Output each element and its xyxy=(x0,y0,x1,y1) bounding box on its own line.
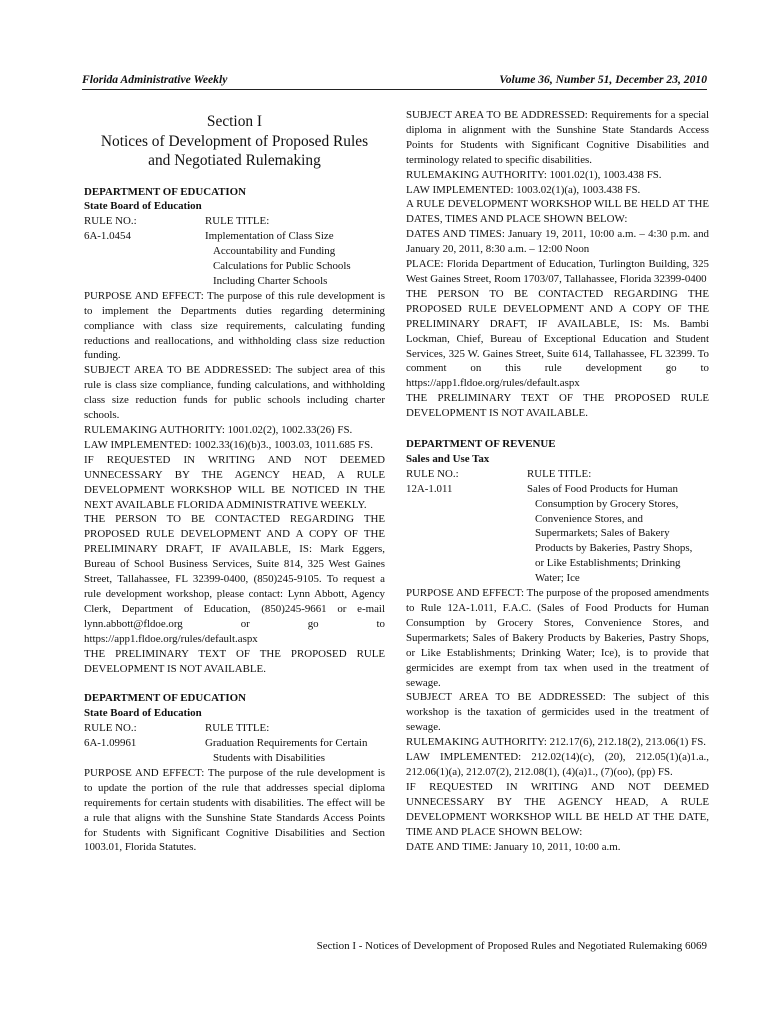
rule-no-label: RULE NO.: xyxy=(84,722,137,735)
law-implemented: LAW IMPLEMENTED: 1003.02(1)(a), 1003.438 FS. xyxy=(406,183,641,196)
law-implemented: LAW IMPLEMENTED: 212.02(14)(c), (20), 212.05(1)(a)1.a., 212.06(1)(a), 212.07(2), 212.08(1), (4)(a)1., (7)(oo), (pp) FS. xyxy=(406,751,709,778)
rule-no: 6A-1.0454 xyxy=(84,230,131,243)
rule-info xyxy=(84,214,385,289)
purpose-and-effect: PURPOSE AND EFFECT: The purpose of the proposed amendments to Rule 12A-1.011, F.A.C. (Sales of Food Products for Human Consumption by Grocery Stores, Convenience Stores, and Supermarkets; Sales of Bakery Products by Bakeries, Pastry Shops, or Like Establishments; Drinking Water; Ice), is to provide that germicides are exempt from tax when used in the treatment of sewage. xyxy=(406,587,709,689)
board-heading: State Board of Education xyxy=(84,200,202,213)
spacer xyxy=(84,676,385,691)
rule-title-label: RULE TITLE: xyxy=(205,722,270,735)
workshop-notice: IF REQUESTED IN WRITING AND NOT DEEMED UNNECESSARY BY THE AGENCY HEAD, A RULE DEVELOPMENT WORKSHOP WILL BE HELD AT THE DATE, TIME AND PLACE SHOWN BELOW: xyxy=(406,780,709,838)
running-header xyxy=(82,73,707,90)
board-heading: Sales and Use Tax xyxy=(406,452,490,465)
rule-info xyxy=(84,721,385,766)
issue-info: Volume 36, Number 51, December 23, 2010 xyxy=(499,73,707,86)
rulemaking-authority: RULEMAKING AUTHORITY: 1001.02(2), 1002.33(26) FS. xyxy=(84,424,353,436)
purpose-and-effect: PURPOSE AND EFFECT: The purpose of the rule development is to update the portion of the rule that addresses special diploma requirements for certain students with disabilities. The effect will be a rule that aligns with the Sunshine State Standards Access Points for Students with Significant Cognitive Disabilities and Section 1003.01, Florida Statutes. xyxy=(84,766,385,854)
rule-title-label: RULE TITLE: xyxy=(527,467,592,480)
publication-title: Florida Administrative Weekly xyxy=(82,73,228,86)
section-title-line-2: and Negotiated Rulemaking xyxy=(148,152,321,169)
department-heading: DEPARTMENT OF REVENUE xyxy=(406,438,556,451)
preliminary-text-note: THE PRELIMINARY TEXT OF THE PROPOSED RULE DEVELOPMENT IS NOT AVAILABLE. xyxy=(406,392,709,420)
rule-no: 6A-1.09961 xyxy=(84,737,137,750)
workshop-notice: IF REQUESTED IN WRITING AND NOT DEEMED UNNECESSARY BY THE AGENCY HEAD, A RULE DEVELOPMENT WORKSHOP WILL BE NOTICED IN THE NEXT AVAILABLE FLORIDA ADMINISTRATIVE WEEKLY. xyxy=(84,453,385,511)
rule-title-line: Graduation Requirements for Certain xyxy=(205,737,368,750)
rule-no-label: RULE NO.: xyxy=(84,215,137,228)
rule-title-line: Convenience Stores, and xyxy=(535,512,643,525)
right-column xyxy=(406,108,709,854)
law-implemented: LAW IMPLEMENTED: 1002.33(16)(b)3., 1003.03, 1011.685 FS. xyxy=(84,438,373,451)
section-number: Section I xyxy=(206,113,263,130)
section-title-line-1: Notices of Development of Proposed Rules xyxy=(100,132,369,150)
rule-no-label: RULE NO.: xyxy=(406,467,459,480)
preliminary-text-note: THE PRELIMINARY TEXT OF THE PROPOSED RULE DEVELOPMENT IS NOT AVAILABLE. xyxy=(84,647,385,675)
board-heading: State Board of Education xyxy=(84,707,202,720)
rule-info xyxy=(406,467,709,586)
contact-person: THE PERSON TO BE CONTACTED REGARDING THE PROPOSED RULE DEVELOPMENT AND A COPY OF THE PRELIMINARY DRAFT, IF AVAILABLE, IS: Mark Eggers, Bureau of School Business Services, Suite 814, 325 West Gaines Street, Tallahassee, FL 32399-0400, (850)245-9105. To request a rule development workshop, please contact: Lynn Abbott, Agency Clerk, Department of Education, (850)245-9661 or e-mail lynn.abbott@fldoe.org or go to https://app1.fldoe.org/rules/default.aspx xyxy=(84,513,385,645)
notice-12A-1-011 xyxy=(406,437,709,854)
page-footer: Section I - Notices of Development of Proposed Rules and Negotiated Rulemaking 6069 xyxy=(316,940,707,952)
left-column xyxy=(84,109,385,855)
notice-6A-1-09961 xyxy=(84,691,385,855)
rule-title xyxy=(205,736,385,766)
rule-title-line: Implementation of Class Size xyxy=(205,230,334,243)
rulemaking-authority: RULEMAKING AUTHORITY: 212.17(6), 212.18(2), 213.06(1) FS. xyxy=(406,736,706,749)
rule-title-line: Sales of Food Products for Human xyxy=(527,482,678,495)
department-heading: DEPARTMENT OF EDUCATION xyxy=(84,185,246,198)
rule-title-line: Including Charter Schools xyxy=(213,274,328,287)
rule-title-line: Accountability and Funding xyxy=(213,245,336,258)
rule-title-line: Consumption by Grocery Stores, xyxy=(535,497,679,510)
workshop-announcement: A RULE DEVELOPMENT WORKSHOP WILL BE HELD AT THE DATES, TIMES AND PLACE SHOWN BELOW: xyxy=(406,198,709,226)
department-heading: DEPARTMENT OF EDUCATION xyxy=(84,692,246,705)
rule-title xyxy=(205,229,385,289)
subject-area: SUBJECT AREA TO BE ADDRESSED: The subject of this workshop is the taxation of germicides used in the treatment of sewage. xyxy=(406,691,709,734)
workshop-date-time: DATE AND TIME: January 10, 2011, 10:00 a.m. xyxy=(406,840,621,853)
rule-title-line: or Like Establishments; Drinking xyxy=(535,557,681,570)
rule-title-line: Products by Bakeries, Pastry Shops, xyxy=(535,542,693,555)
subject-area: SUBJECT AREA TO BE ADDRESSED: Requirements for a special diploma in alignment with the Sunshine State Standards Access Points for Students with Significant Cognitive Disabilities and terminology related to specific disabilities. xyxy=(406,109,709,166)
rule-title xyxy=(527,482,709,586)
rule-title-line: Water; Ice xyxy=(535,572,580,585)
rule-title-line: Supermarkets; Sales of Bakery xyxy=(535,527,670,540)
workshop-dates: DATES AND TIMES: January 19, 2011, 10:00 a.m. – 4:30 p.m. and January 20, 2011, 8:30 a.m. – 12:00 Noon xyxy=(406,228,709,256)
workshop-place: PLACE: Florida Department of Education, Turlington Building, 325 West Gaines Street, Room 1703/07, Tallahassee, Florida 32399-0400 xyxy=(406,258,709,285)
rulemaking-authority: RULEMAKING AUTHORITY: 1001.02(1), 1003.438 FS. xyxy=(406,168,662,181)
notice-6A-1-0454 xyxy=(84,185,385,677)
rule-title-line: Students with Disabilities xyxy=(213,752,325,765)
spacer xyxy=(406,421,709,437)
notice-6A-1-09961-continued xyxy=(406,108,709,421)
rule-title-line: Calculations for Public Schools xyxy=(213,260,351,273)
rule-no: 12A-1.011 xyxy=(406,482,453,495)
purpose-and-effect: PURPOSE AND EFFECT: The purpose of this rule development is to implement the Departments duties regarding determining compliance with class size requirements, calculating funding reductions and reallocations, and withholding class size reduction funding. xyxy=(84,289,385,362)
subject-area: SUBJECT AREA TO BE ADDRESSED: The subject area of this rule is class size compliance, funding calculations, and withholding class size reduction funds for public schools including charter schools. xyxy=(84,364,385,422)
section-heading xyxy=(84,112,385,171)
contact-person: THE PERSON TO BE CONTACTED REGARDING THE PROPOSED RULE DEVELOPMENT AND A COPY OF THE PRELIMINARY DRAFT, IF AVAILABLE, IS: Ms. Bambi Lockman, Chief, Bureau of Exceptional Education and Student Services, 325 W. Gaines Street, Suite 614, Tallahassee, FL 32399. To comment on this rule development go to https://app1.fldoe.org/rules/default.aspx xyxy=(406,287,709,390)
rule-title-label: RULE TITLE: xyxy=(205,215,270,228)
